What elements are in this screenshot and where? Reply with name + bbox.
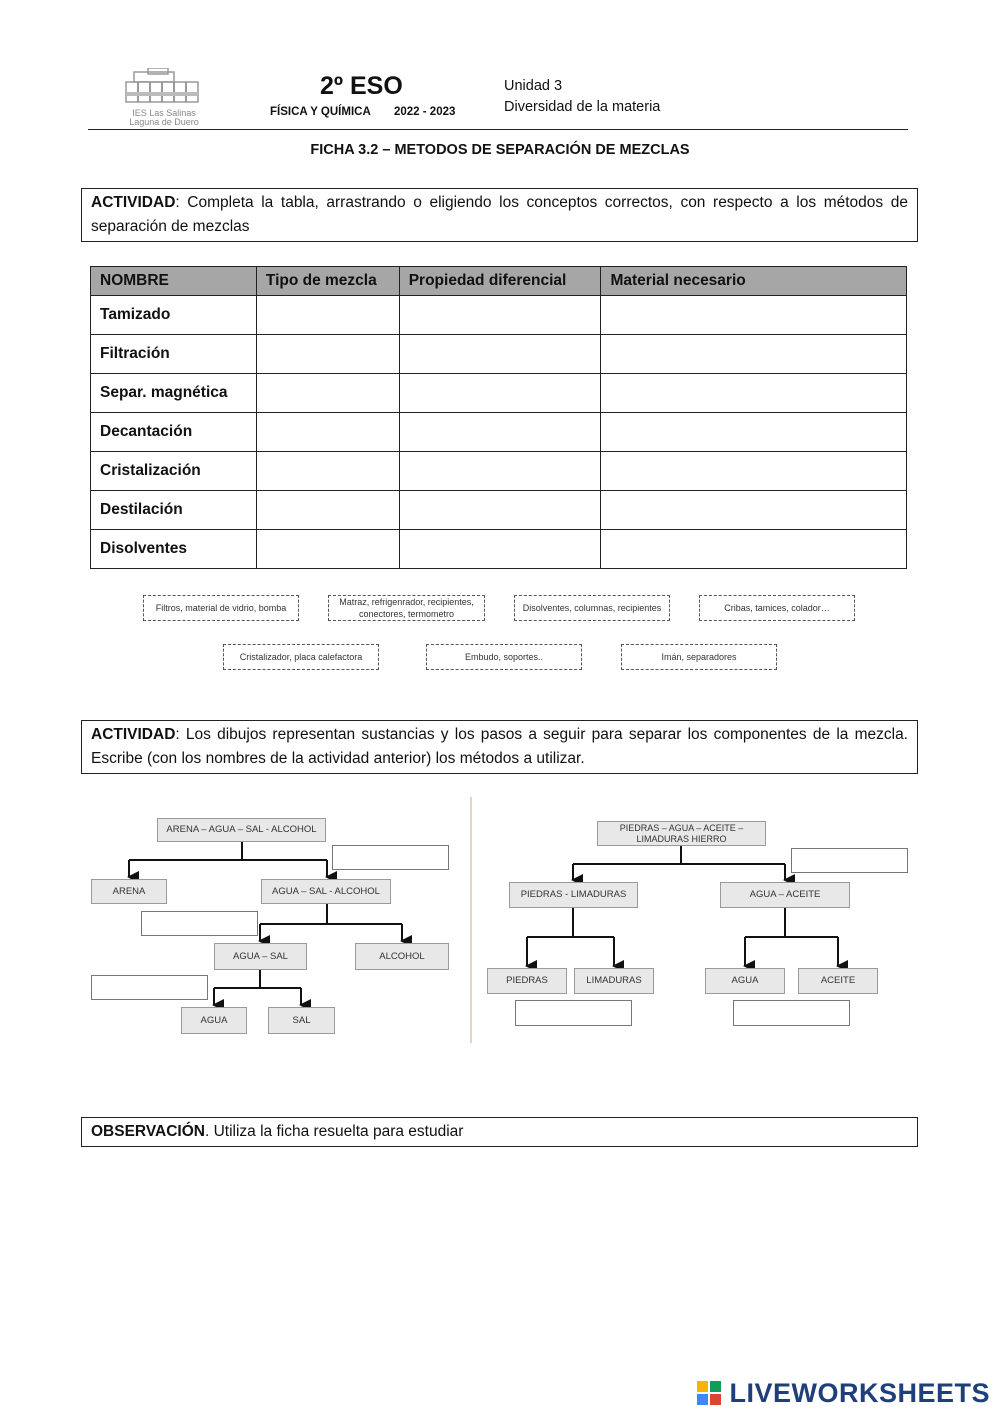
sheet-title: FICHA 3.2 – METODOS DE SEPARACIÓN DE MEZCLAS [310, 142, 690, 158]
observation-box [81, 1117, 918, 1147]
observation-label: OBSERVACIÓN [91, 1123, 205, 1140]
node-agua-aceite: AGUA – ACEITE [720, 882, 850, 908]
drag-option[interactable]: Disolventes, columnas, recipientes [514, 595, 670, 621]
node-root-mixture-2: PIEDRAS – AGUA – ACEITE – LIMADURAS HIERRO [597, 821, 766, 846]
node-aceite: ACEITE [798, 968, 878, 994]
node-limaduras: LIMADURAS [574, 968, 654, 994]
activity-1-label: ACTIVIDAD [91, 194, 176, 211]
node-agua-sal: AGUA – SAL [214, 943, 307, 970]
answer-input[interactable] [791, 848, 908, 873]
observation-text: . Utiliza la ficha resuelta para estudiar [204, 1123, 464, 1140]
school-name: IES Las Salinas Laguna de Duero [129, 108, 199, 127]
node-agua: AGUA [181, 1007, 247, 1034]
method-name: Tamizado [91, 296, 257, 335]
header-propiedad: Propiedad diferencial [399, 267, 601, 296]
node-sal: SAL [268, 1007, 335, 1034]
course-grade: 2º ESO [320, 72, 403, 100]
node-alcohol: ALCOHOL [355, 943, 449, 970]
drag-option[interactable]: Filtros, material de vidrio, bomba [143, 595, 299, 621]
node-agua: AGUA [705, 968, 785, 994]
activity-1-text: : Completa la tabla, arrastrando o eligiendo los conceptos correctos, con respecto a los métodos de separación de mezclas [91, 194, 908, 235]
answer-input[interactable] [141, 911, 258, 936]
node-piedras-limaduras: PIEDRAS - LIMADURAS [509, 882, 638, 908]
drag-option[interactable]: Embudo, soportes.. [426, 644, 582, 670]
answer-input[interactable] [91, 975, 208, 1000]
subject-name: FÍSICA Y QUÍMICA [270, 106, 371, 118]
header-tipo-mezcla: Tipo de mezcla [256, 267, 399, 296]
header-material: Material necesario [601, 267, 907, 296]
method-name: Cristalización [91, 452, 257, 491]
header-nombre: NOMBRE [91, 267, 257, 296]
method-name: Filtración [91, 335, 257, 374]
node-root-mixture-1: ARENA – AGUA – SAL - ALCOHOL [157, 818, 326, 842]
answer-input[interactable] [332, 845, 449, 870]
answer-input[interactable] [515, 1000, 632, 1026]
school-year: 2022 - 2023 [394, 106, 456, 118]
method-name: Destilación [91, 491, 257, 530]
unit-title: Diversidad de la materia [504, 99, 661, 115]
activity-2-label: ACTIVIDAD [91, 726, 176, 743]
liveworksheets-watermark: LIVEWORKSHEETS [729, 1378, 990, 1408]
node-piedras: PIEDRAS [487, 968, 567, 994]
drag-option[interactable]: Cristalizador, placa calefactora [223, 644, 379, 670]
drag-option[interactable]: Cribas, tamices, colador… [699, 595, 855, 621]
node-arena: ARENA [91, 879, 167, 904]
drag-option[interactable]: Imán, separadores [621, 644, 777, 670]
node-agua-sal-alcohol: AGUA – SAL - ALCOHOL [261, 879, 391, 904]
unit-number: Unidad 3 [504, 78, 563, 94]
drag-option[interactable]: Matraz, refrigenrador, recipientes, conectores, termometro [328, 595, 485, 621]
liveworksheets-logo-icon [697, 1381, 721, 1405]
method-name: Separ. magnética [91, 374, 257, 413]
answer-input[interactable] [733, 1000, 850, 1026]
method-name: Decantación [91, 413, 257, 452]
activity-2-text: : Los dibujos representan sustancias y los pasos a seguir para separar los componentes de la mezcla. Escribe (con los nombres de la actividad anterior) los métodos a utilizar. [91, 726, 908, 767]
method-name: Disolventes [91, 530, 257, 569]
